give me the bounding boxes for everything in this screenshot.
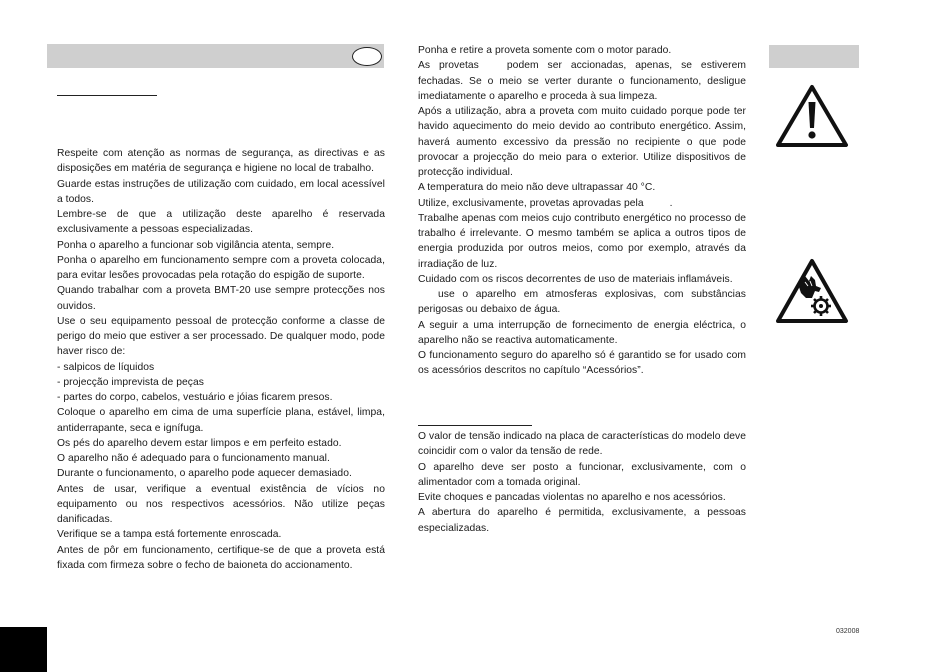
paragraph: Evite choques e pancadas violentas no aparelho e nos acessórios. [418,492,726,503]
paragraph: Coloque o aparelho em cima de uma superfície plana, estável, limpa, antiderrapante, seca e ignífuga. [57,407,385,434]
operation-notes-column [418,43,746,379]
hand-entanglement-icon [775,258,849,324]
paragraph: As provetas podem ser accionadas, apenas, se estiverem fechadas. Se o meio se verter durante o funcionamento, desligue imediatamente o aparelho e proceda à sua limpeza. [418,60,747,102]
paragraph: O aparelho deve ser posto a funcionar, exclusivamente, com o alimentador com a tomada original. [418,461,746,488]
paragraph: Os pés do aparelho devem estar limpos e em perfeito estado. [57,437,342,449]
language-badge [352,47,382,66]
section-rule-left [57,95,157,96]
paragraph: Antes de pôr em funcionamento, certifique-se de que a proveta está fixada com firmeza sobre o fecho de baioneta do accionamento. [57,544,385,571]
paragraph: O funcionamento seguro do aparelho só é garantido se for usado com os acessórios descritos no capítulo “Acessórios”. [418,350,746,377]
section-header-bar [47,44,384,68]
paragraph: Verifique se a tampa está fortemente enroscada. [57,529,282,541]
paragraph: Durante o funcionamento, o aparelho pode aquecer demasiado. [57,468,352,480]
device-protection-column [418,429,746,536]
paragraph: Ponha o aparelho em funcionamento sempre com a proveta colocada, para evitar lesões provocadas pela rotação do espigão de suporte. [57,254,385,281]
paragraph: Guarde estas instruções de utilização com cuidado, em local acessível a todos. [57,178,385,205]
paragraph: Após a utilização, abra a proveta com muito cuidado porque pode ter havido aquecimento do meio devido ao contributo energético. Assim, haverá aumento excessivo da pressão no recipiente o que pode provocar a projecção do meio para o exterior. Utilize dispositivos de protecção individual. [418,106,746,178]
paragraph: O valor de tensão indicado na placa de características do modelo deve coincidir com o valor da tensão de rede. [418,431,746,458]
paragraph: A abertura do aparelho é permitida, exclusivamente, a pessoas especializadas. [418,507,746,534]
paragraph: - partes do corpo, cabelos, vestuário e jóias ficarem presos. [57,392,333,403]
paragraph: Cuidado com os riscos decorrentes de uso de materiais inflamáveis. [418,273,733,285]
paragraph: Ponha e retire a proveta somente com o motor parado. [418,45,672,56]
paragraph: Ponha o aparelho a funcionar sob vigilância atenta, sempre. [57,239,335,251]
paragraph: Use o seu equipamento pessoal de protecção conforme a classe de perigo do meio que estiver a ser processado. De qualquer modo, pode haver risco de: [57,315,385,358]
symbols-header-bar [769,45,859,68]
page-corner-tab [0,627,47,672]
safety-instructions-column [57,146,385,573]
paragraph: A temperatura do meio não deve ultrapassar 40 °C. [418,182,656,194]
warning-triangle-icon [775,84,849,148]
paragraph: O aparelho não é adequado para o funcionamento manual. [57,453,330,464]
paragraph: Respeite com atenção as normas de segurança, as directivas e as disposições em matéria de segurança e higiene no local de trabalho. [57,148,385,175]
section-rule-right [418,425,532,426]
paragraph: Lembre-se de que a utilização deste aparelho é reservada exclusivamente a pessoas especializadas. [57,209,385,236]
paragraph: - projecção imprevista de peças [57,376,204,388]
paragraph: Quando trabalhar com a proveta BMT-20 use sempre protecções nos ouvidos. [57,285,385,312]
paragraph: A seguir a uma interrupção de fornecimento de energia eléctrica, o aparelho não se reactiva automaticamente. [418,319,746,346]
paragraph: - salpicos de líquidos [57,361,155,373]
paragraph: use o aparelho em atmosferas explosivas, com substâncias perigosas ou debaixo de água. [418,289,746,316]
paragraph: Antes de usar, verifique a eventual existência de vícios no equipamento ou nos respectivos acessórios. Não utilize peças danificadas. [57,483,385,525]
paragraph: Utilize, exclusivamente, provetas aprovadas pela . [418,197,673,209]
document-code: 032008 [836,628,860,635]
paragraph: Trabalhe apenas com meios cujo contributo energético no processo de trabalho é irrelevante. O mesmo também se aplica a outros tipos de energia produzida por outros meios, como por exemplo, através da irradiação de luz. [418,212,746,270]
